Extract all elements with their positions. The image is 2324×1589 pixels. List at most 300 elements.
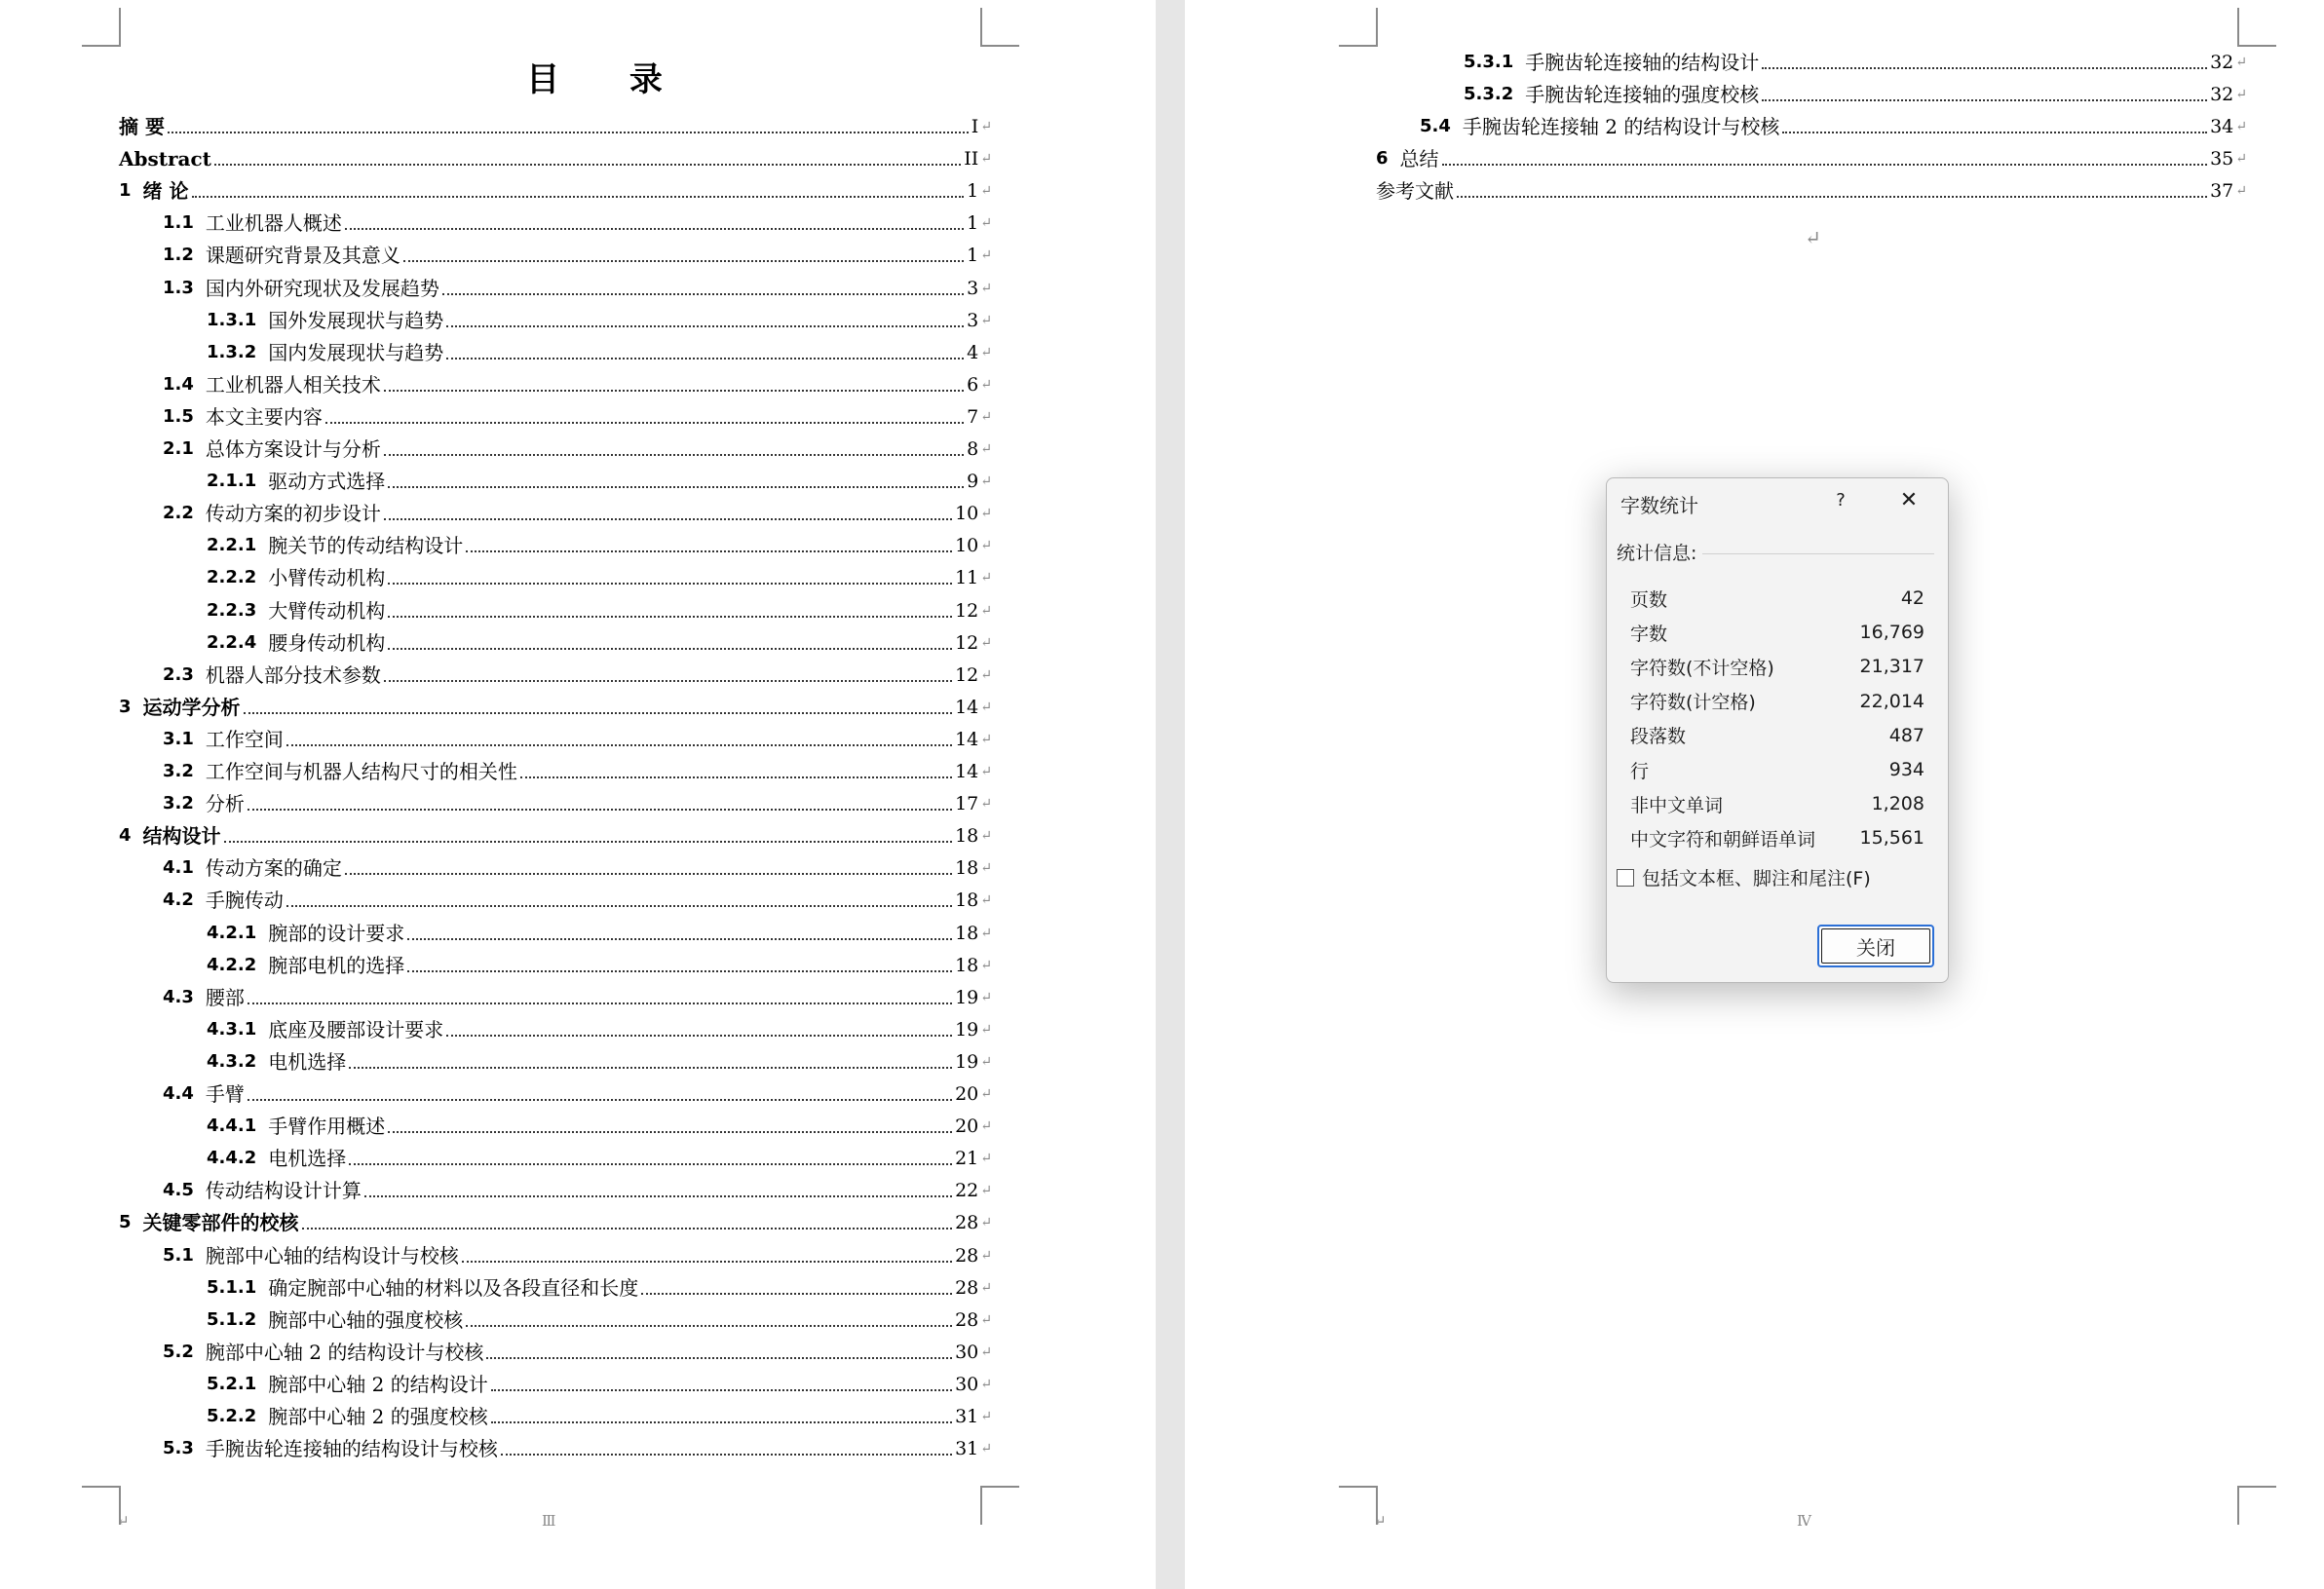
- statistics-section-label: [1617, 539, 1934, 565]
- toc-entry-number: 2.2.3: [207, 599, 257, 621]
- paragraph-mark: ↵: [980, 1215, 992, 1231]
- toc-entry-number: 1.3.2: [207, 341, 257, 362]
- toc-entry-title: 传动方案的初步设计: [205, 502, 381, 526]
- toc-entry-page: 12: [955, 663, 979, 686]
- toc-leader-dots: [491, 1389, 952, 1391]
- toc-entry[interactable]: [207, 916, 992, 945]
- toc-leader-dots: [442, 293, 964, 295]
- toc-entry[interactable]: [1376, 141, 2247, 170]
- toc-entry-title: 手腕齿轮连接轴的强度校核: [1525, 83, 1760, 107]
- toc-entry[interactable]: [207, 464, 992, 493]
- toc-entry[interactable]: [163, 399, 992, 429]
- paragraph-mark: ↵: [980, 796, 992, 813]
- toc-entry-title: 手臂: [205, 1082, 245, 1106]
- stat-value: 22,014: [1859, 690, 1924, 712]
- toc-entry-title: 手臂作用概述: [268, 1115, 386, 1139]
- toc-entry-title: 驱动方式选择: [268, 470, 386, 494]
- toc-entry[interactable]: [207, 948, 992, 977]
- stat-row: [1630, 584, 1924, 613]
- toc-entry-title: 本文主要内容: [205, 404, 323, 429]
- toc-entry[interactable]: [207, 1270, 992, 1300]
- toc-entry-title: 腕部中心轴 2 的结构设计: [268, 1372, 488, 1396]
- toc-entry[interactable]: [163, 786, 992, 815]
- toc-entry[interactable]: [163, 271, 992, 300]
- toc-entry-title: Abstract: [119, 147, 211, 171]
- toc-leader-dots: [224, 841, 953, 843]
- toc-entry-title: 传动方案的确定: [205, 856, 342, 881]
- toc-entry-page: 28: [955, 1276, 979, 1299]
- toc-entry-page: 32: [2210, 52, 2234, 73]
- help-button[interactable]: ?: [1836, 490, 1846, 511]
- toc-entry-page: 3: [967, 277, 979, 299]
- toc-leader-dots: [248, 1099, 952, 1101]
- toc-entry-number: 4.3.1: [207, 1018, 257, 1040]
- paragraph-mark: ↵: [2235, 55, 2247, 70]
- toc-entry-number: 3.2: [163, 793, 194, 814]
- toc-entry-number: 3: [119, 696, 132, 717]
- toc-entry-title: 课题研究背景及其意义: [205, 244, 400, 268]
- stat-value: 15,561: [1859, 827, 1924, 850]
- toc-entry-title: 绪 论: [142, 179, 189, 204]
- paragraph-mark: ↵: [2235, 151, 2247, 168]
- toc-entry[interactable]: [207, 1044, 992, 1074]
- toc-entry-title: 手腕齿轮连接轴的结构设计与校核: [205, 1437, 498, 1461]
- paragraph-mark: ↵: [980, 1086, 992, 1102]
- toc-entry[interactable]: [163, 238, 992, 267]
- paragraph-mark: ↵: [980, 1053, 992, 1070]
- toc-entry-page: 37: [2210, 180, 2234, 203]
- toc-entry-number: 5.1.1: [207, 1276, 257, 1298]
- toc-entry-page: 10: [955, 535, 979, 557]
- paragraph-mark: ↵: [980, 731, 992, 747]
- toc-leader-dots: [384, 454, 964, 456]
- toc-leader-dots: [407, 938, 952, 940]
- toc-entry-number: 5.1: [163, 1244, 194, 1266]
- toc-entry-page: 1: [967, 245, 979, 267]
- toc-entry-number: 1.5: [163, 405, 194, 427]
- toc-entry[interactable]: [1464, 45, 2247, 74]
- paragraph-mark: ↵: [980, 441, 992, 457]
- toc-entry-number: 4.4.2: [207, 1148, 257, 1169]
- dialog-title: 字数统计: [1620, 494, 1698, 517]
- stat-row: [1630, 789, 1924, 818]
- toc-leader-dots: [388, 1131, 952, 1133]
- toc-entry-page: 4: [967, 341, 979, 363]
- toc-entry-page: I: [971, 116, 979, 137]
- toc-leader-dots: [325, 422, 964, 424]
- toc-entry-page: 30: [955, 1373, 979, 1395]
- toc-entry-number: 2.1.1: [207, 471, 257, 492]
- toc-entry-number: 5.3.2: [1464, 84, 1514, 105]
- toc-entry-title: 小臂传动机构: [268, 566, 386, 590]
- paragraph-mark: ↵: [2235, 183, 2247, 200]
- toc-entry-page: 30: [955, 1341, 979, 1363]
- toc-entry-number: 4.4: [163, 1083, 194, 1104]
- toc-entry-title: 工业机器人概述: [205, 211, 342, 236]
- toc-entry-title: 分析: [205, 792, 245, 816]
- toc-entry[interactable]: [119, 141, 992, 170]
- toc-leader-dots: [388, 486, 964, 488]
- toc-entry-number: 4.2: [163, 889, 194, 911]
- paragraph-mark: ↵: [2235, 119, 2247, 135]
- stat-value: 42: [1900, 587, 1924, 609]
- paragraph-mark: ↵: [980, 1247, 992, 1264]
- toc-entry[interactable]: [207, 1367, 992, 1396]
- toc-entry-page: 1: [967, 180, 979, 203]
- toc-entry-title: 运动学分析: [142, 695, 241, 719]
- toc-leader-dots: [1762, 67, 2207, 69]
- toc-leader-dots: [466, 1325, 952, 1327]
- paragraph-mark: ↵: [980, 634, 992, 651]
- paragraph-mark: ↵: [980, 1441, 992, 1457]
- stat-label: 行: [1630, 760, 1650, 782]
- toc-leader-dots: [446, 358, 964, 359]
- include-textboxes-checkbox[interactable]: [1617, 864, 1871, 890]
- toc-entry-number: 6: [1376, 148, 1389, 170]
- word-count-dialog: [1606, 477, 1949, 983]
- stat-value: 934: [1888, 759, 1924, 780]
- footer-return-mark: ↵: [1374, 1512, 1387, 1530]
- toc-entry[interactable]: [163, 1431, 992, 1460]
- toc-leader-dots: [349, 1163, 952, 1165]
- page-number-footer: Ⅳ: [1797, 1512, 1811, 1530]
- toc-entry[interactable]: [163, 1173, 992, 1202]
- stat-label: 字符数(不计空格): [1630, 657, 1774, 679]
- toc-entry-number: 4.2.1: [207, 922, 257, 943]
- toc-leader-dots: [248, 1003, 952, 1004]
- paragraph-mark: ↵: [980, 376, 992, 393]
- toc-entry[interactable]: [1376, 173, 2247, 203]
- close-icon[interactable]: ✕: [1899, 488, 1919, 512]
- checkbox-label: 包括文本框、脚注和尾注(F): [1642, 868, 1871, 889]
- toc-leader-dots: [192, 196, 965, 198]
- paragraph-mark: ↵: [980, 119, 992, 134]
- toc-entry-number: 3.1: [163, 728, 194, 749]
- toc-leader-dots: [345, 873, 952, 875]
- toc-entry[interactable]: [163, 367, 992, 397]
- paragraph-mark: ↵: [980, 860, 992, 877]
- toc-entry[interactable]: [163, 1335, 992, 1364]
- stat-label: 非中文单词: [1630, 794, 1724, 816]
- toc-entry-title: 腕部中心轴的强度校核: [268, 1307, 464, 1332]
- paragraph-mark: ↵: [980, 1376, 992, 1392]
- stat-label: 段落数: [1630, 726, 1687, 748]
- toc-heading: 目 录: [526, 60, 692, 99]
- toc-entry-page: 7: [967, 405, 979, 428]
- toc-entry[interactable]: [207, 560, 992, 589]
- paragraph-mark: ↵: [980, 1021, 992, 1038]
- toc-entry-page: 21: [955, 1148, 979, 1170]
- toc-entry-page: 19: [955, 1050, 979, 1073]
- toc-leader-dots: [349, 1067, 952, 1069]
- toc-entry[interactable]: [163, 851, 992, 880]
- toc-entry-number: 2.2.2: [207, 567, 257, 588]
- toc-entry-number: 2.3: [163, 663, 194, 685]
- toc-leader-dots: [384, 518, 952, 520]
- toc-entry-page: 9: [967, 471, 979, 493]
- toc-entry-page: 31: [955, 1438, 979, 1460]
- toc-entry[interactable]: [163, 754, 992, 783]
- toc-entry-number: 4.1: [163, 857, 194, 879]
- paragraph-mark: ↵: [980, 473, 992, 490]
- toc-leader-dots: [1782, 132, 2207, 133]
- stat-label: 页数: [1630, 588, 1668, 611]
- toc-entry-number: 4.5: [163, 1180, 194, 1201]
- toc-leader-dots: [384, 390, 964, 392]
- toc-entry-page: 28: [955, 1244, 979, 1267]
- toc-entry-title: 电机选择: [268, 1147, 347, 1171]
- paragraph-mark: ↵: [980, 538, 992, 554]
- toc-entry-number: 1.2: [163, 245, 194, 266]
- toc-entry-title: 电机选择: [268, 1049, 347, 1074]
- toc-entry[interactable]: [207, 1109, 992, 1138]
- toc-leader-dots: [1457, 196, 2207, 198]
- toc-entry-title: 工业机器人相关技术: [205, 372, 381, 397]
- toc-entry[interactable]: [1464, 77, 2247, 106]
- toc-leader-dots: [446, 1035, 952, 1037]
- toc-entry-number: 4.4.1: [207, 1116, 257, 1137]
- toc-entry-page: 19: [955, 986, 979, 1008]
- toc-entry-number: 1.3: [163, 277, 194, 298]
- footer-return-mark: ↵: [117, 1512, 130, 1530]
- toc-entry-title: 腕部中心轴的结构设计与校核: [205, 1243, 459, 1267]
- toc-entry-title: 国内外研究现状及发展趋势: [205, 276, 439, 300]
- toc-leader-dots: [388, 583, 952, 585]
- paragraph-mark: ↵: [980, 1343, 992, 1360]
- toc-entry-page: 34: [2210, 116, 2234, 138]
- toc-entry-page: 18: [955, 922, 979, 944]
- toc-entry-page: 14: [955, 728, 979, 750]
- toc-entry-number: 1.1: [163, 212, 194, 234]
- toc-entry-number: 5.2.1: [207, 1373, 257, 1394]
- toc-entry-title: 参考文献: [1376, 179, 1454, 204]
- page-number-footer: Ⅲ: [542, 1512, 556, 1530]
- toc-entry-title: 手腕齿轮连接轴的结构设计: [1525, 51, 1760, 74]
- crop-mark-bottom-left: [1339, 1486, 1378, 1525]
- toc-leader-dots: [446, 325, 964, 327]
- toc-entry-page: 6: [967, 373, 979, 396]
- toc-entry-number: 4.3: [163, 986, 194, 1007]
- toc-entry-title: 工作空间与机器人结构尺寸的相关性: [205, 760, 517, 783]
- toc-entry[interactable]: [207, 303, 992, 332]
- toc-entry-title: 国外发展现状与趋势: [268, 308, 444, 332]
- crop-mark-bottom-right: [980, 1486, 1019, 1525]
- toc-entry-number: 4: [119, 825, 132, 847]
- toc-entry-title: 腕部中心轴 2 的结构设计与校核: [205, 1340, 484, 1364]
- toc-entry[interactable]: [1420, 109, 2247, 138]
- toc-entry-title: 腕部的设计要求: [268, 921, 405, 945]
- toc-entry-page: 28: [955, 1212, 979, 1234]
- toc-leader-dots: [641, 1293, 952, 1295]
- toc-entry-number: 1.4: [163, 373, 194, 395]
- paragraph-mark: ↵: [980, 957, 992, 973]
- toc-entry-page: 14: [955, 696, 979, 718]
- toc-entry-number: 4.2.2: [207, 954, 257, 975]
- toc-leader-dots: [403, 260, 964, 262]
- toc-entry[interactable]: [163, 432, 992, 461]
- stat-label: 中文字符和朝鲜语单词: [1630, 828, 1816, 851]
- toc-entry-page: 28: [955, 1308, 979, 1331]
- document-page-1: [0, 0, 1156, 1589]
- toc-entry-page: 19: [955, 1018, 979, 1040]
- paragraph-mark: ↵: [980, 1311, 992, 1328]
- toc-entry-title: 传动结构设计计算: [205, 1179, 362, 1203]
- toc-entry-page: 12: [955, 631, 979, 654]
- toc-entry[interactable]: [207, 1141, 992, 1170]
- crop-mark-top-right: [980, 8, 1019, 47]
- paragraph-mark: ↵: [980, 1118, 992, 1135]
- toc-entry[interactable]: [207, 593, 992, 623]
- toc-entry[interactable]: [207, 1303, 992, 1332]
- toc-entry-page: 10: [955, 503, 979, 525]
- paragraph-mark: ↵: [980, 247, 992, 264]
- paragraph-return-mark: ↵: [1805, 226, 1821, 249]
- toc-entry-page: 1: [967, 212, 979, 235]
- toc-entry-title: 机器人部分技术参数: [205, 662, 381, 687]
- toc-entry-title: 总结: [1399, 147, 1439, 171]
- paragraph-mark: ↵: [2235, 87, 2247, 103]
- toc-entry-title: 底座及腰部设计要求: [268, 1017, 444, 1041]
- toc-entry-number: 4.3.2: [207, 1050, 257, 1072]
- toc-entry[interactable]: [207, 1012, 992, 1041]
- toc-entry-title: 摘 要: [119, 115, 165, 138]
- toc-entry-title: 工作空间: [205, 727, 284, 751]
- toc-entry-number: 5.2: [163, 1341, 194, 1362]
- toc-entry-number: 1: [119, 180, 132, 202]
- toc-entry[interactable]: [207, 625, 992, 655]
- toc-leader-dots: [1442, 164, 2208, 166]
- paragraph-mark: ↵: [980, 151, 992, 168]
- toc-leader-dots: [388, 616, 952, 618]
- crop-mark-bottom-right: [2237, 1486, 2276, 1525]
- toc-leader-dots: [286, 744, 952, 746]
- toc-entry[interactable]: [207, 1399, 992, 1428]
- toc-entry-title: 腕关节的传动结构设计: [268, 534, 464, 558]
- toc-entry-title: 总体方案设计与分析: [205, 437, 381, 461]
- paragraph-mark: ↵: [980, 828, 992, 845]
- toc-leader-dots: [214, 164, 961, 166]
- toc-entry[interactable]: [119, 173, 992, 203]
- toc-entry-number: 5.4: [1420, 116, 1451, 137]
- paragraph-mark: ↵: [980, 344, 992, 360]
- toc-entry[interactable]: [119, 690, 992, 719]
- paragraph-mark: ↵: [980, 408, 992, 425]
- toc-leader-dots: [364, 1195, 952, 1197]
- toc-leader-dots: [345, 228, 964, 230]
- checkbox-box[interactable]: [1617, 869, 1634, 887]
- stat-row: [1630, 687, 1924, 716]
- crop-mark-top-right: [2237, 8, 2276, 47]
- toc-entry-title: 腰部: [205, 985, 245, 1009]
- paragraph-mark: ↵: [980, 1151, 992, 1167]
- toc-entry[interactable]: [163, 980, 992, 1009]
- stat-row: [1630, 618, 1924, 647]
- toc-entry[interactable]: [163, 496, 992, 525]
- toc-leader-dots: [491, 1421, 952, 1423]
- stat-row: [1630, 721, 1924, 750]
- toc-entry-title: 大臂传动机构: [268, 598, 386, 623]
- toc-entry-title: 腰身传动机构: [268, 630, 386, 655]
- stat-row: [1630, 755, 1924, 784]
- toc-entry-title: 手腕传动: [205, 889, 284, 913]
- toc-entry-title: 腕部电机的选择: [268, 953, 405, 977]
- toc-leader-dots: [486, 1357, 952, 1359]
- toc-entry-page: 18: [955, 825, 979, 848]
- toc-entry[interactable]: [163, 206, 992, 235]
- toc-entry[interactable]: [119, 818, 992, 848]
- toc-entry-page: 3: [967, 309, 979, 331]
- crop-mark-top-left: [1339, 8, 1378, 47]
- toc-entry[interactable]: [207, 335, 992, 364]
- toc-entry-number: 2.2: [163, 503, 194, 524]
- paragraph-mark: ↵: [980, 183, 992, 200]
- paragraph-mark: ↵: [980, 925, 992, 941]
- toc-entry-page: 31: [955, 1406, 979, 1427]
- toc-entry[interactable]: [119, 1205, 992, 1234]
- toc-entry-page: 32: [2210, 84, 2234, 106]
- paragraph-mark: ↵: [980, 666, 992, 683]
- toc-entry[interactable]: [163, 1077, 992, 1106]
- paragraph-mark: ↵: [980, 1409, 992, 1424]
- close-button[interactable]: 关闭: [1817, 925, 1934, 967]
- toc-entry-number: 5.3: [163, 1438, 194, 1459]
- toc-entry[interactable]: [119, 109, 992, 138]
- toc-entry[interactable]: [163, 883, 992, 912]
- toc-entry-page: 18: [955, 857, 979, 880]
- stat-value: 16,769: [1859, 622, 1924, 644]
- toc-entry-page: 8: [967, 438, 979, 460]
- stat-row: [1630, 652, 1924, 681]
- paragraph-mark: ↵: [980, 989, 992, 1005]
- toc-leader-dots: [407, 970, 952, 972]
- paragraph-mark: ↵: [980, 892, 992, 909]
- toc-entry-number: 2.2.4: [207, 631, 257, 653]
- toc-entry[interactable]: [207, 528, 992, 557]
- toc-entry-number: 5.2.2: [207, 1406, 257, 1426]
- paragraph-mark: ↵: [980, 280, 992, 296]
- paragraph-mark: ↵: [980, 602, 992, 619]
- toc-entry-title: 手腕齿轮连接轴 2 的结构设计与校核: [1462, 115, 1780, 139]
- toc-leader-dots: [520, 776, 952, 778]
- paragraph-mark: ↵: [980, 699, 992, 715]
- toc-entry-page: 35: [2210, 148, 2234, 170]
- paragraph-mark: ↵: [980, 570, 992, 586]
- toc-leader-dots: [1762, 99, 2207, 101]
- toc-entry[interactable]: [163, 658, 992, 687]
- stat-value: 1,208: [1871, 793, 1924, 815]
- toc-entry-title: 结构设计: [142, 824, 221, 849]
- toc-entry[interactable]: [163, 722, 992, 751]
- toc-entry-number: 5: [119, 1212, 132, 1233]
- toc-entry-page: 20: [955, 1116, 979, 1138]
- toc-entry-number: 2.2.1: [207, 535, 257, 556]
- toc-entry-page: 22: [955, 1180, 979, 1202]
- toc-entry-title: 国内发展现状与趋势: [268, 340, 444, 364]
- toc-entry[interactable]: [163, 1238, 992, 1267]
- toc-entry-number: 2.1: [163, 438, 194, 459]
- toc-entry-page: II: [964, 148, 979, 170]
- toc-entry-number: 5.3.1: [1464, 52, 1514, 72]
- stat-value: 487: [1888, 724, 1924, 746]
- toc-entry-page: 14: [955, 761, 979, 782]
- stat-label: 字数: [1630, 623, 1668, 645]
- crop-mark-top-left: [82, 8, 121, 47]
- toc-entry-number: 5.1.2: [207, 1308, 257, 1330]
- crop-mark-bottom-left: [82, 1486, 121, 1525]
- toc-entry-title: 腕部中心轴 2 的强度校核: [268, 1405, 488, 1428]
- toc-leader-dots: [388, 648, 952, 650]
- stat-label: 字符数(计空格): [1630, 692, 1756, 714]
